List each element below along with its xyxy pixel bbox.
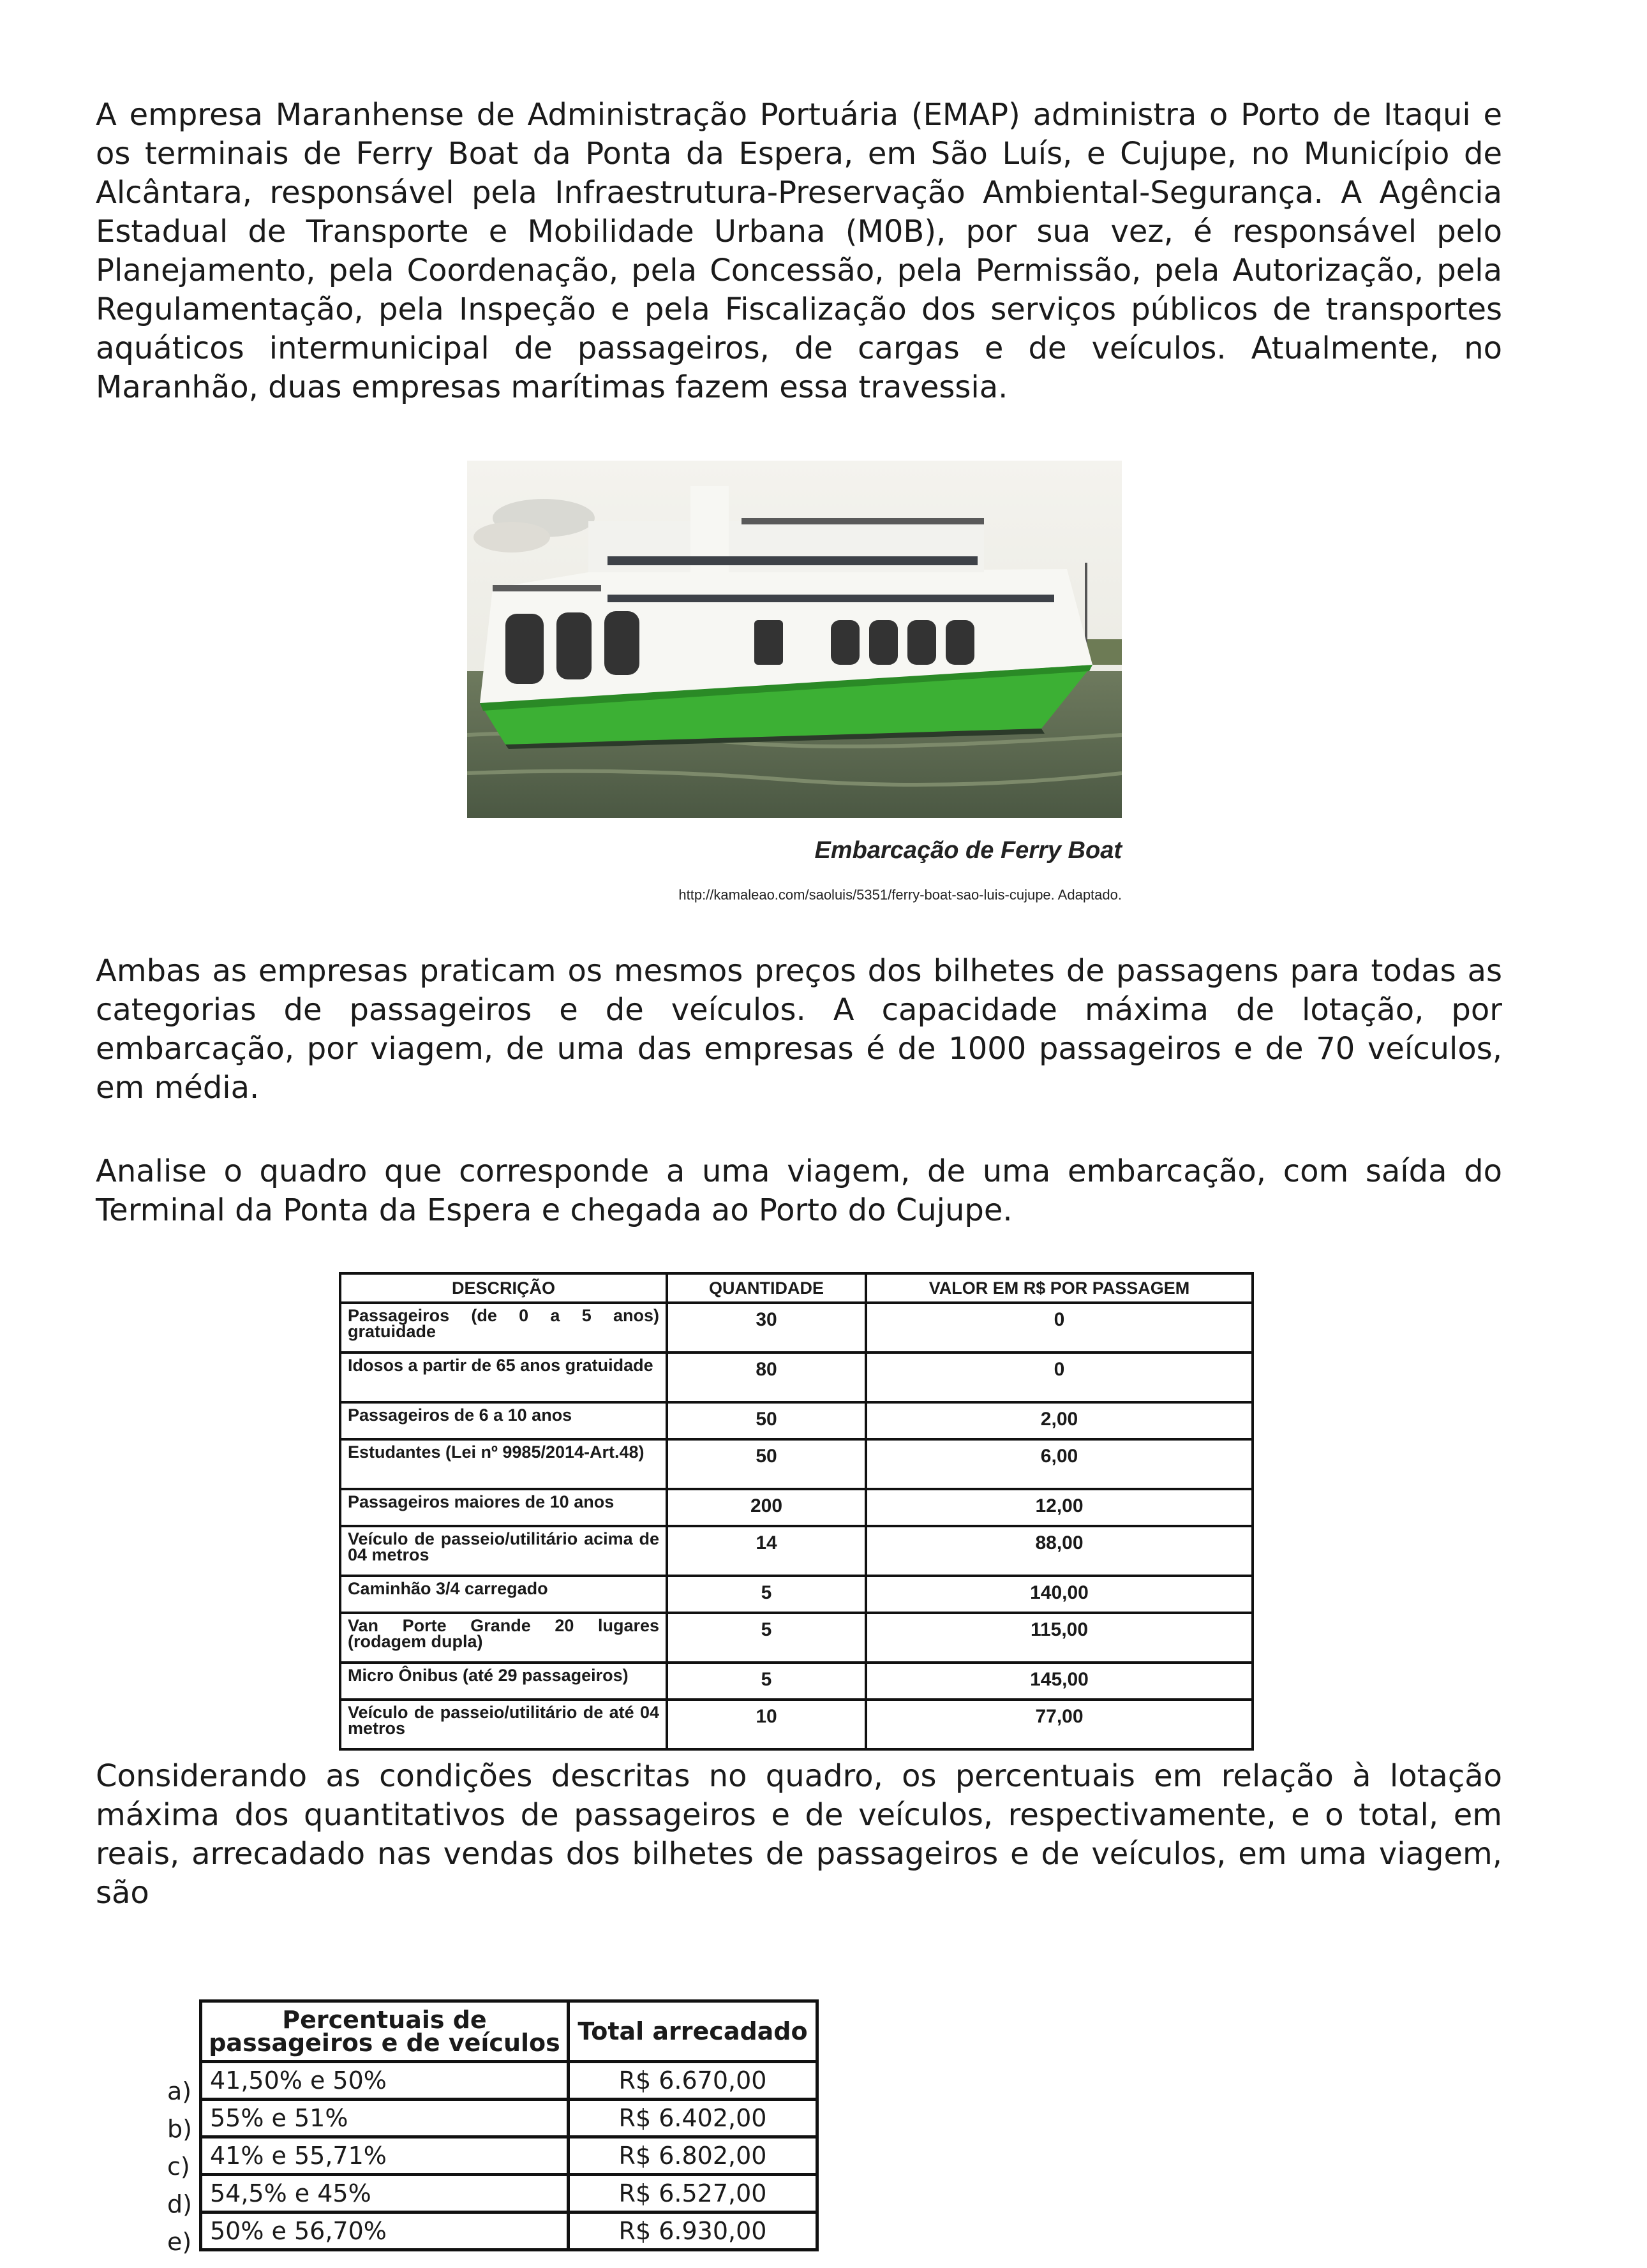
option-total: R$ 6.402,00 [569,2100,817,2137]
row-quantity: 200 [667,1489,866,1526]
answer-option-e[interactable] [201,2212,817,2250]
option-total: R$ 6.930,00 [569,2212,817,2250]
table-row [340,1576,1253,1613]
row-quantity: 50 [667,1439,866,1489]
row-description: Idosos a partir de 65 anos gratuidade [340,1353,667,1402]
option-percent: 50% e 56,70% [201,2212,569,2250]
intro-paragraph: A empresa Maranhense de Administração Portuária (EMAP) administra o Porto de Itaqui e os terminais de Ferry Boat da Ponta da Espera, em São Luís, e Cujupe, no Município de Alcântara, responsável pela Infraestrutura-Preservação Ambiental-Segurança. A Agência Estadual de Transporte e Mobilidade Urbana (M0B), por sua vez, é responsável pelo Planejamento, pela Coordenação, pela Concessão, pela Permissão, pela Autorização, pela Regulamentação, pela Inspeção e pela Fiscalização dos serviços públicos de transportes aquáticos intermunicipal de passageiros, de cargas e de veículos. Atualmente, no Maranhão, duas empresas marítimas fazem essa travessia. [96,97,1502,405]
row-value: 77,00 [866,1700,1253,1749]
ferry-boat-photo [467,461,1122,818]
row-quantity: 30 [667,1303,866,1353]
row-description: Estudantes (Lei nº 9985/2014-Art.48) [340,1439,667,1489]
row-description: Passageiros (de 0 a 5 anos) gratuidade [340,1303,667,1353]
row-value: 140,00 [866,1576,1253,1613]
table-row [340,1439,1253,1489]
answer-option-a[interactable] [201,2062,817,2100]
option-total: R$ 6.670,00 [569,2062,817,2100]
option-percent: 55% e 51% [201,2100,569,2137]
option-total: R$ 6.802,00 [569,2137,817,2175]
row-value: 115,00 [866,1613,1253,1663]
table-row [340,1663,1253,1700]
row-quantity: 10 [667,1700,866,1749]
row-value: 88,00 [866,1526,1253,1576]
row-description: Passageiros de 6 a 10 anos [340,1402,667,1439]
row-value: 12,00 [866,1489,1253,1526]
row-quantity: 5 [667,1576,866,1613]
answer-header-total: Total arrecadado [569,2001,817,2062]
answer-option-b[interactable] [201,2100,817,2137]
row-value: 6,00 [866,1439,1253,1489]
option-percent: 54,5% e 45% [201,2175,569,2212]
row-description: Micro Ônibus (até 29 passageiros) [340,1663,667,1700]
answer-header-row [201,2001,817,2062]
table-row [340,1353,1253,1402]
header-description: DESCRIÇÃO [340,1273,667,1303]
figure-caption: Embarcação de Ferry Boat [814,837,1122,864]
answer-header-percent: Percentuais de passageiros e de veículos [201,2001,569,2062]
option-percent: 41,50% e 50% [201,2062,569,2100]
row-quantity: 14 [667,1526,866,1576]
row-description: Van Porte Grande 20 lugares (rodagem dupla) [340,1613,667,1663]
analysis-paragraph: Analise o quadro que corresponde a uma viagem, de uma embarcação, com saída do Terminal da Ponta da Espera e chegada ao Porto do Cujupe. [96,1153,1502,1228]
row-value: 0 [866,1353,1253,1402]
row-value: 145,00 [866,1663,1253,1700]
header-value: VALOR EM R$ POR PASSAGEM [866,1273,1253,1303]
option-letter-c: c) [167,2153,190,2181]
row-quantity: 80 [667,1353,866,1402]
table-row [340,1526,1253,1576]
option-letter-e: e) [167,2228,192,2256]
row-description: Veículo de passeio/utilitário de até 04 metros [340,1700,667,1749]
figure-source: http://kamaleao.com/saoluis/5351/ferry-boat-sao-luis-cujupe. Adaptado. [678,887,1122,903]
row-value: 0 [866,1303,1253,1353]
question-paragraph: Considerando as condições descritas no quadro, os percentuais em relação à lotação máxima dos quantitativos de passageiros e de veículos, respectivamente, e o total, em reais, arrecadado nas vendas dos bilhetes de passageiros e de veículos, em uma viagem, são [96,1758,1502,1911]
trip-table [339,1272,1254,1751]
table-header-row [340,1273,1253,1303]
answer-option-c[interactable] [201,2137,817,2175]
table-row [340,1613,1253,1663]
prices-paragraph: Ambas as empresas praticam os mesmos preços dos bilhetes de passagens para todas as categorias de passageiros e de veículos. A capacidade máxima de lotação, por embarcação, por viagem, de uma das empresas é de 1000 passageiros e de 70 veículos, em média. [96,953,1502,1106]
option-letter-a: a) [167,2077,192,2105]
table-row [340,1489,1253,1526]
table-row [340,1402,1253,1439]
option-total: R$ 6.527,00 [569,2175,817,2212]
answer-table [199,1999,819,2251]
header-quantity: QUANTIDADE [667,1273,866,1303]
answer-option-d[interactable] [201,2175,817,2212]
row-quantity: 5 [667,1613,866,1663]
row-description: Caminhão 3/4 carregado [340,1576,667,1613]
table-row [340,1303,1253,1353]
row-description: Veículo de passeio/utilitário acima de 04 metros [340,1526,667,1576]
option-letter-b: b) [167,2115,192,2143]
ferry-boat-image [467,461,1122,818]
option-letter-d: d) [167,2190,192,2218]
row-value: 2,00 [866,1402,1253,1439]
row-quantity: 5 [667,1663,866,1700]
row-description: Passageiros maiores de 10 anos [340,1489,667,1526]
table-row [340,1700,1253,1749]
row-quantity: 50 [667,1402,866,1439]
option-percent: 41% e 55,71% [201,2137,569,2175]
